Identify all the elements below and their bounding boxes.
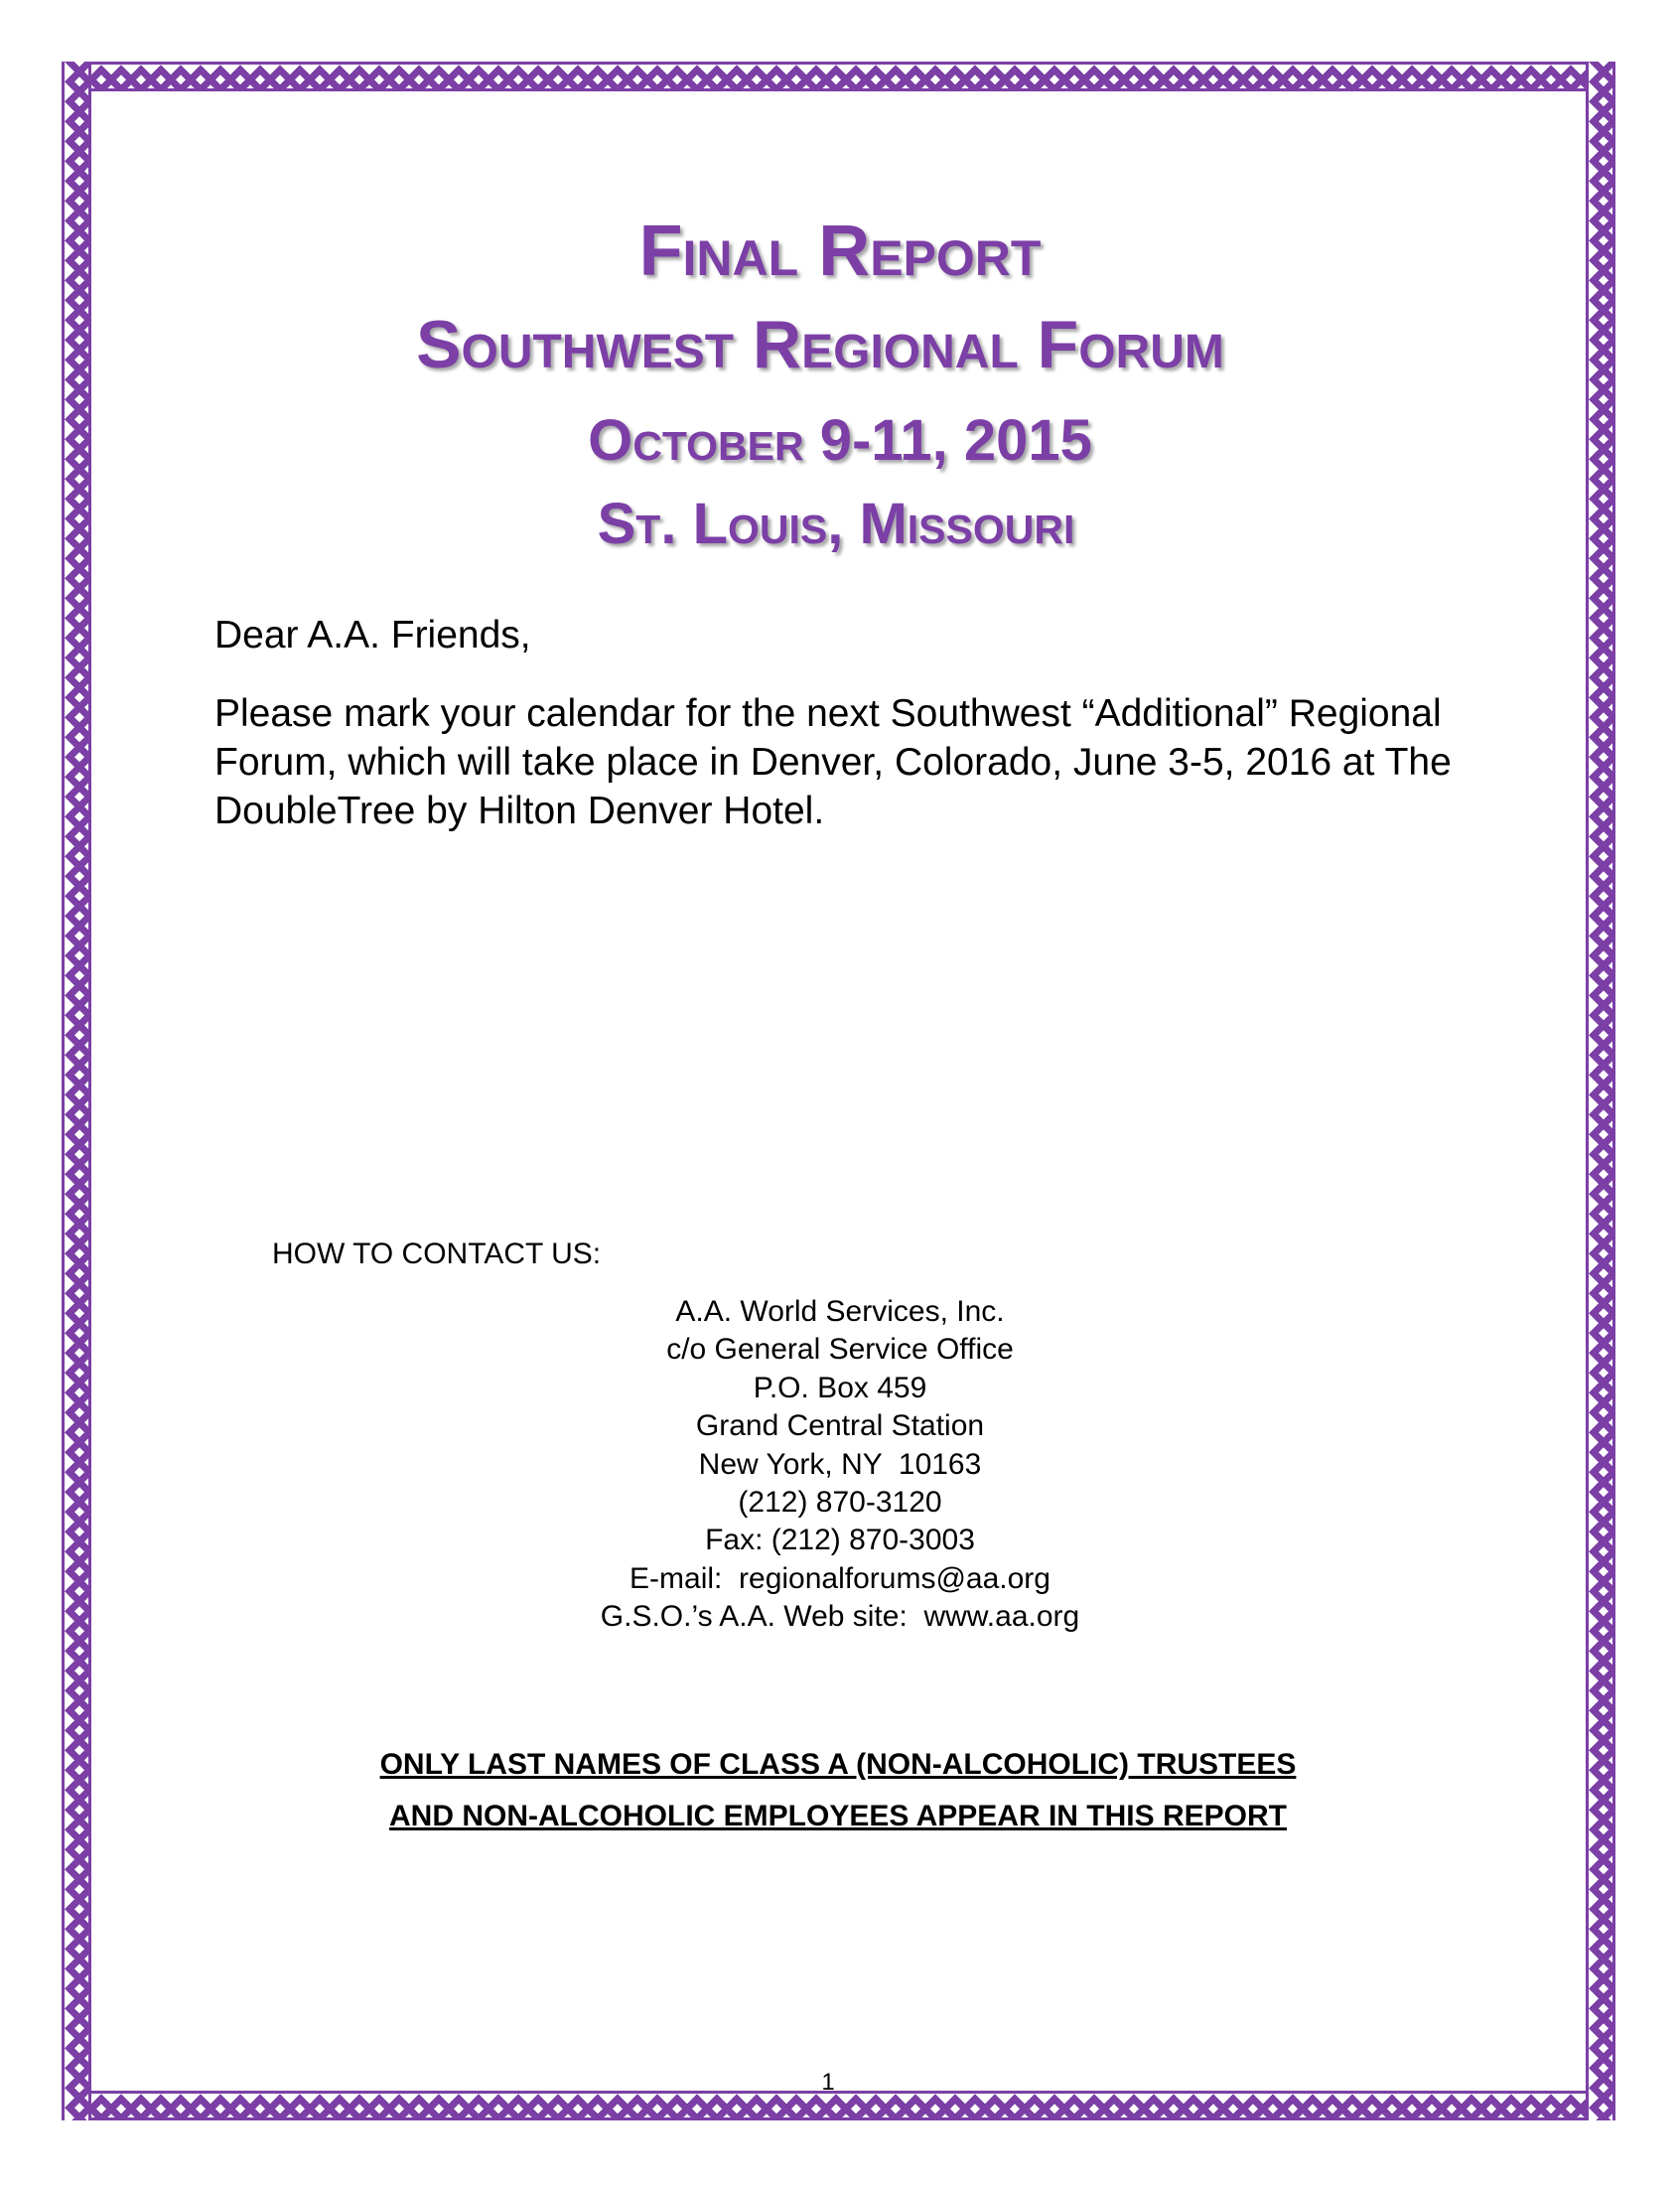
notice-line-2: AND NON-ALCOHOLIC EMPLOYEES APPEAR IN THIS REPORT: [389, 1800, 1287, 1832]
address-line-organization: A.A. World Services, Inc.: [675, 1295, 1005, 1328]
forum-dates: October 9-11, 2015: [588, 408, 1092, 473]
address-line-station: Grand Central Station: [695, 1409, 985, 1443]
address-line-email: E-mail: regionalforums@aa.org: [630, 1561, 1050, 1595]
contact-heading: HOW TO CONTACT US:: [272, 1238, 602, 1270]
address-line-city: New York, NY 10163: [698, 1447, 982, 1481]
page-number: 1: [821, 2069, 835, 2096]
address-line-phone: (212) 870-3120: [738, 1486, 942, 1520]
contact-address-block: [0, 1293, 1680, 1637]
report-title: Final Report: [638, 212, 1042, 291]
address-line-office: c/o General Service Office: [666, 1333, 1014, 1367]
address-line-website: G.S.O.’s A.A. Web site: www.aa.org: [600, 1600, 1080, 1634]
forum-name: Southwest Regional Forum: [416, 307, 1224, 382]
forum-location: St. Louis, Missouri: [597, 492, 1075, 556]
decorative-border-top: [62, 62, 1615, 91]
address-line-po-box: P.O. Box 459: [753, 1371, 927, 1404]
greeting: Dear A.A. Friends,: [214, 614, 531, 656]
announcement-paragraph: Please mark your calendar for the next Southwest “Additional” Regional Forum, which will take place in Denver, Colorado, June 3-5, 2016 at The DoubleTree by Hilton Denver Hotel.: [214, 692, 1452, 832]
address-line-fax: Fax: (212) 870-3003: [705, 1524, 975, 1557]
notice-line-1: ONLY LAST NAMES OF CLASS A (NON-ALCOHOLIC) TRUSTEES: [379, 1748, 1297, 1781]
